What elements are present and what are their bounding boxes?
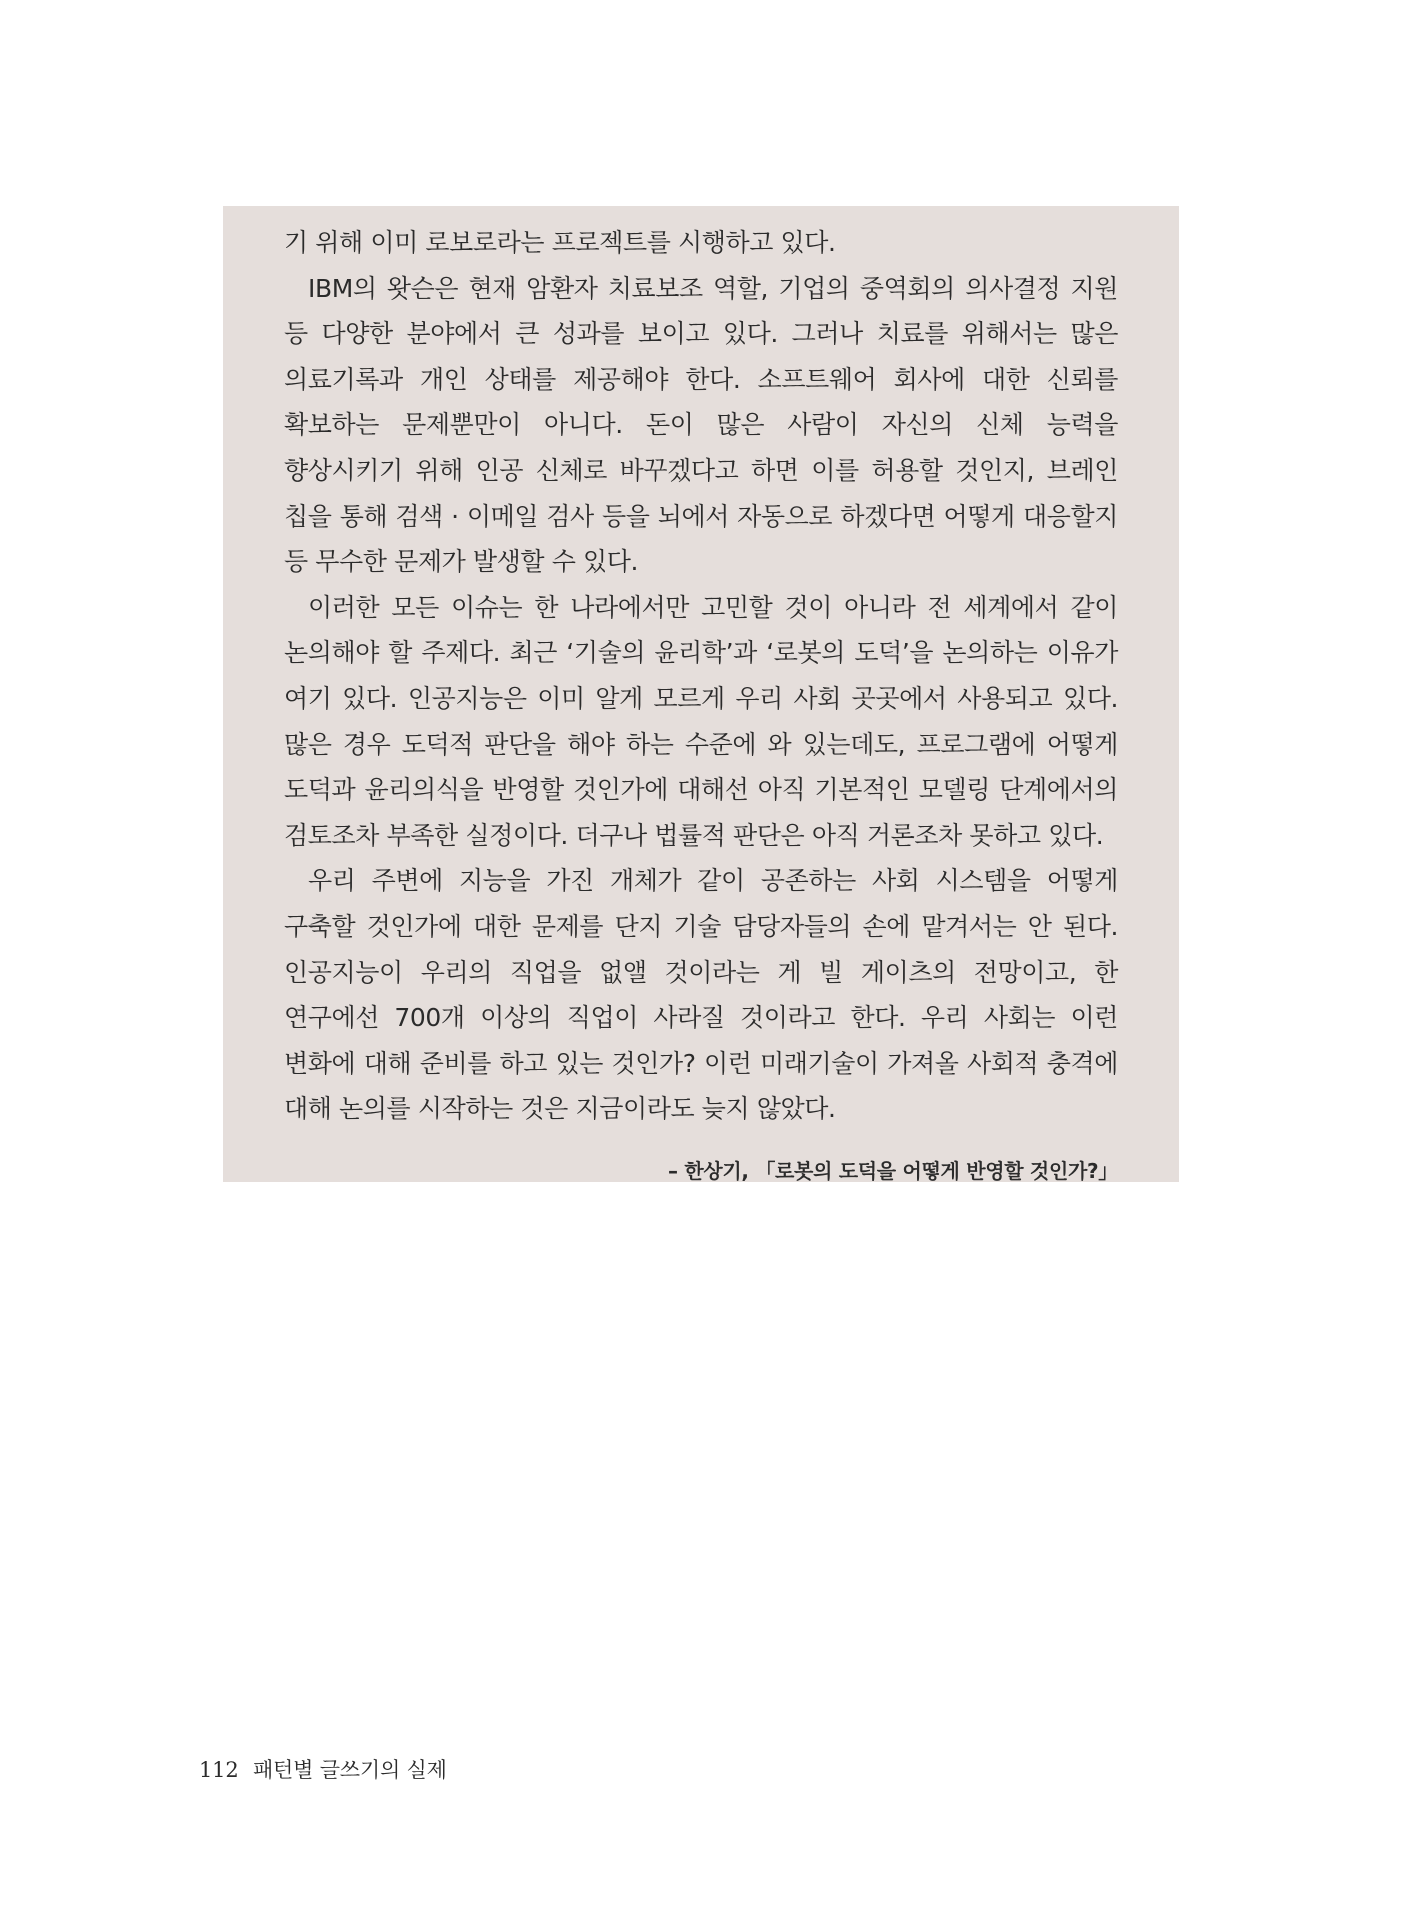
- quoted-excerpt-box: [223, 206, 1179, 1182]
- paragraph-society: 우리 주변에 지능을 가진 개체가 같이 공존하는 사회 시스템을 어떻게 구축할 것인가에 대한 문제를 단지 기술 담당자들의 손에 맡겨서는 안 된다. 인공지능이 우리의 직업을 없앨 것이라는 게 빌 게이츠의 전망이고, 한 연구에선 700개 이상의 직업이 사라질 것이라고 한다. 우리 사회는 이런 변화에 대해 준비를 하고 있는 것인가? 이런 미래기술이 가져올 사회적 충격에 대해 논의를 시작하는 것은 지금이라도 늦지 않았다.: [284, 866, 1118, 1124]
- book-title: 패턴별 글쓰기의 실제: [252, 1758, 447, 1782]
- paragraph-continuation: 기 위해 이미 로보로라는 프로젝트를 시행하고 있다.: [284, 228, 836, 257]
- quote-source-citation: – 한상기, 「로봇의 도덕을 어떻게 반영할 것인가?」: [667, 1158, 1118, 1183]
- page-number: 112: [199, 1758, 239, 1782]
- page-footer: [199, 1755, 447, 1785]
- paragraph-watson: IBM의 왓슨은 현재 암환자 치료보조 역할, 기업의 중역회의 의사결정 지원 등 다양한 분야에서 큰 성과를 보이고 있다. 그러나 치료를 위해서는 많은 의료기록과 개인 상태를 제공해야 한다. 소프트웨어 회사에 대한 신뢰를 확보하는 문제뿐만이 아니다. 돈이 많은 사람이 자신의 신체 능력을 향상시키기 위해 인공 신체로 바꾸겠다고 하면 이를 허용할 것인지, 브레인 칩을 통해 검색 · 이메일 검사 등을 뇌에서 자동으로 하겠다면 어떻게 대응할지 등 무수한 문제가 발생할 수 있다.: [284, 273, 1118, 577]
- paragraph-ethics: 이러한 모든 이슈는 한 나라에서만 고민할 것이 아니라 전 세계에서 같이 논의해야 할 주제다. 최근 ‘기술의 윤리학’과 ‘로봇의 도덕’을 논의하는 이유가 여기 있다. 인공지능은 이미 알게 모르게 우리 사회 곳곳에서 사용되고 있다. 많은 경우 도덕적 판단을 해야 하는 수준에 와 있는데도, 프로그램에 어떻게 도덕과 윤리의식을 반영할 것인가에 대해선 아직 기본적인 모델링 단계에서의 검토조차 부족한 실정이다. 더구나 법률적 판단은 아직 거론조차 못하고 있다.: [284, 592, 1118, 850]
